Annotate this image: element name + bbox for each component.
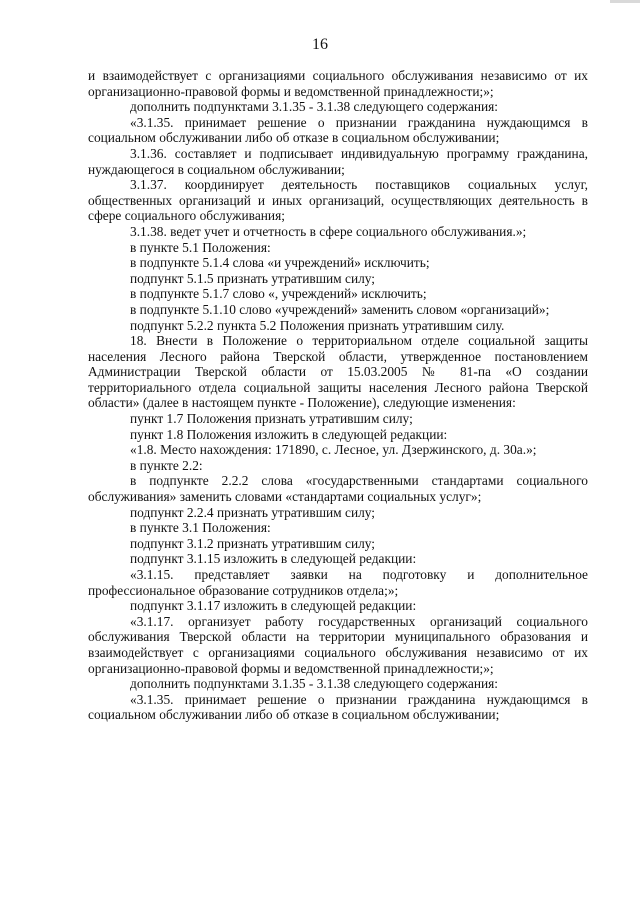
document-paragraph: подпункт 3.1.15 изложить в следующей редакции:	[130, 551, 417, 567]
page-number: 16	[312, 36, 328, 53]
document-paragraph: подпункт 2.2.4 признать утратившим силу;	[130, 504, 376, 520]
document-paragraph: подпункт 3.1.2 признать утратившим силу;	[130, 535, 376, 551]
document-paragraph: 3.1.38. ведет учет и отчетность в сфере социального обслуживания.»;	[130, 223, 527, 239]
document-paragraph: в подпункте 2.2.2 слова «государственными стандартами социального обслуживания» заменить словами «стандартами социальных услуг»;	[88, 473, 588, 505]
document-paragraph: подпункт 3.1.17 изложить в следующей редакции:	[130, 598, 417, 614]
document-paragraph: в пункте 5.1 Положения:	[130, 239, 271, 255]
scan-edge-mark	[610, 0, 640, 3]
document-paragraph: в пункте 3.1 Положения:	[130, 520, 271, 536]
document-paragraph: «3.1.35. принимает решение о признании гражданина нуждающимся в социальном обслуживании либо об отказе в социальном обслуживании;	[88, 691, 588, 723]
document-paragraph: 3.1.37. координирует деятельность поставщиков социальных услуг, общественных организаций и иных организаций, осуществляющих деятельность в сфере социального обслуживания;	[88, 177, 588, 224]
document-paragraph: подпункт 5.2.2 пункта 5.2 Положения признать утратившим силу.	[130, 317, 505, 333]
document-paragraph: дополнить подпунктами 3.1.35 - 3.1.38 следующего содержания:	[130, 676, 499, 692]
document-paragraph: в подпункте 5.1.10 слово «учреждений» заменить словом «организаций»;	[130, 301, 550, 317]
document-paragraph: дополнить подпунктами 3.1.35 - 3.1.38 следующего содержания:	[130, 99, 499, 115]
document-paragraph: 18. Внести в Положение о территориальном отделе социальной защиты населения Лесного района Тверской области, утвержденное постановлением Администрации Тверской области от 15.03.2005 № 81-па «О создании территориального отдела социальной защиты населения Лесного района Тверской области» (далее в настоящем пункте - Положение), следующие изменения:	[88, 333, 588, 411]
document-paragraph: «3.1.35. принимает решение о признании гражданина нуждающимся в социальном обслуживании либо об отказе в социальном обслуживании;	[88, 114, 588, 146]
document-paragraph: в подпункте 5.1.4 слова «и учреждений» исключить;	[130, 255, 430, 271]
document-paragraph: 3.1.36. составляет и подписывает индивидуальную программу гражданина, нуждающегося в социальном обслуживании;	[88, 145, 588, 177]
document-paragraph: «3.1.15. представляет заявки на подготовку и дополнительное профессиональное образование сотрудников отдела;»;	[88, 567, 588, 598]
document-paragraph: подпункт 5.1.5 признать утратившим силу;	[130, 270, 376, 286]
document-paragraph: пункт 1.8 Положения изложить в следующей редакции:	[130, 426, 448, 442]
document-paragraph: «3.1.17. организует работу государственных организаций социального обслуживания Тверской области на территории муниципального образования и взаимодействует с организациями социального обслуживания независимо от их организационно-правовой формы и ведомственной принадлежности;»;	[88, 613, 588, 676]
document-paragraph: и взаимодействует с организациями социального обслуживания независимо от их организационно-правовой формы и ведомственной принадлежности;»;	[88, 68, 588, 99]
document-paragraph: пункт 1.7 Положения признать утратившим силу;	[130, 411, 413, 427]
document-body	[88, 68, 588, 723]
document-paragraph: в подпункте 5.1.7 слово «, учреждений» исключить;	[130, 286, 427, 302]
document-paragraph: «1.8. Место нахождения: 171890, с. Лесное, ул. Дзержинского, д. 30а.»;	[130, 442, 537, 458]
document-paragraph: в пункте 2.2:	[130, 457, 203, 473]
